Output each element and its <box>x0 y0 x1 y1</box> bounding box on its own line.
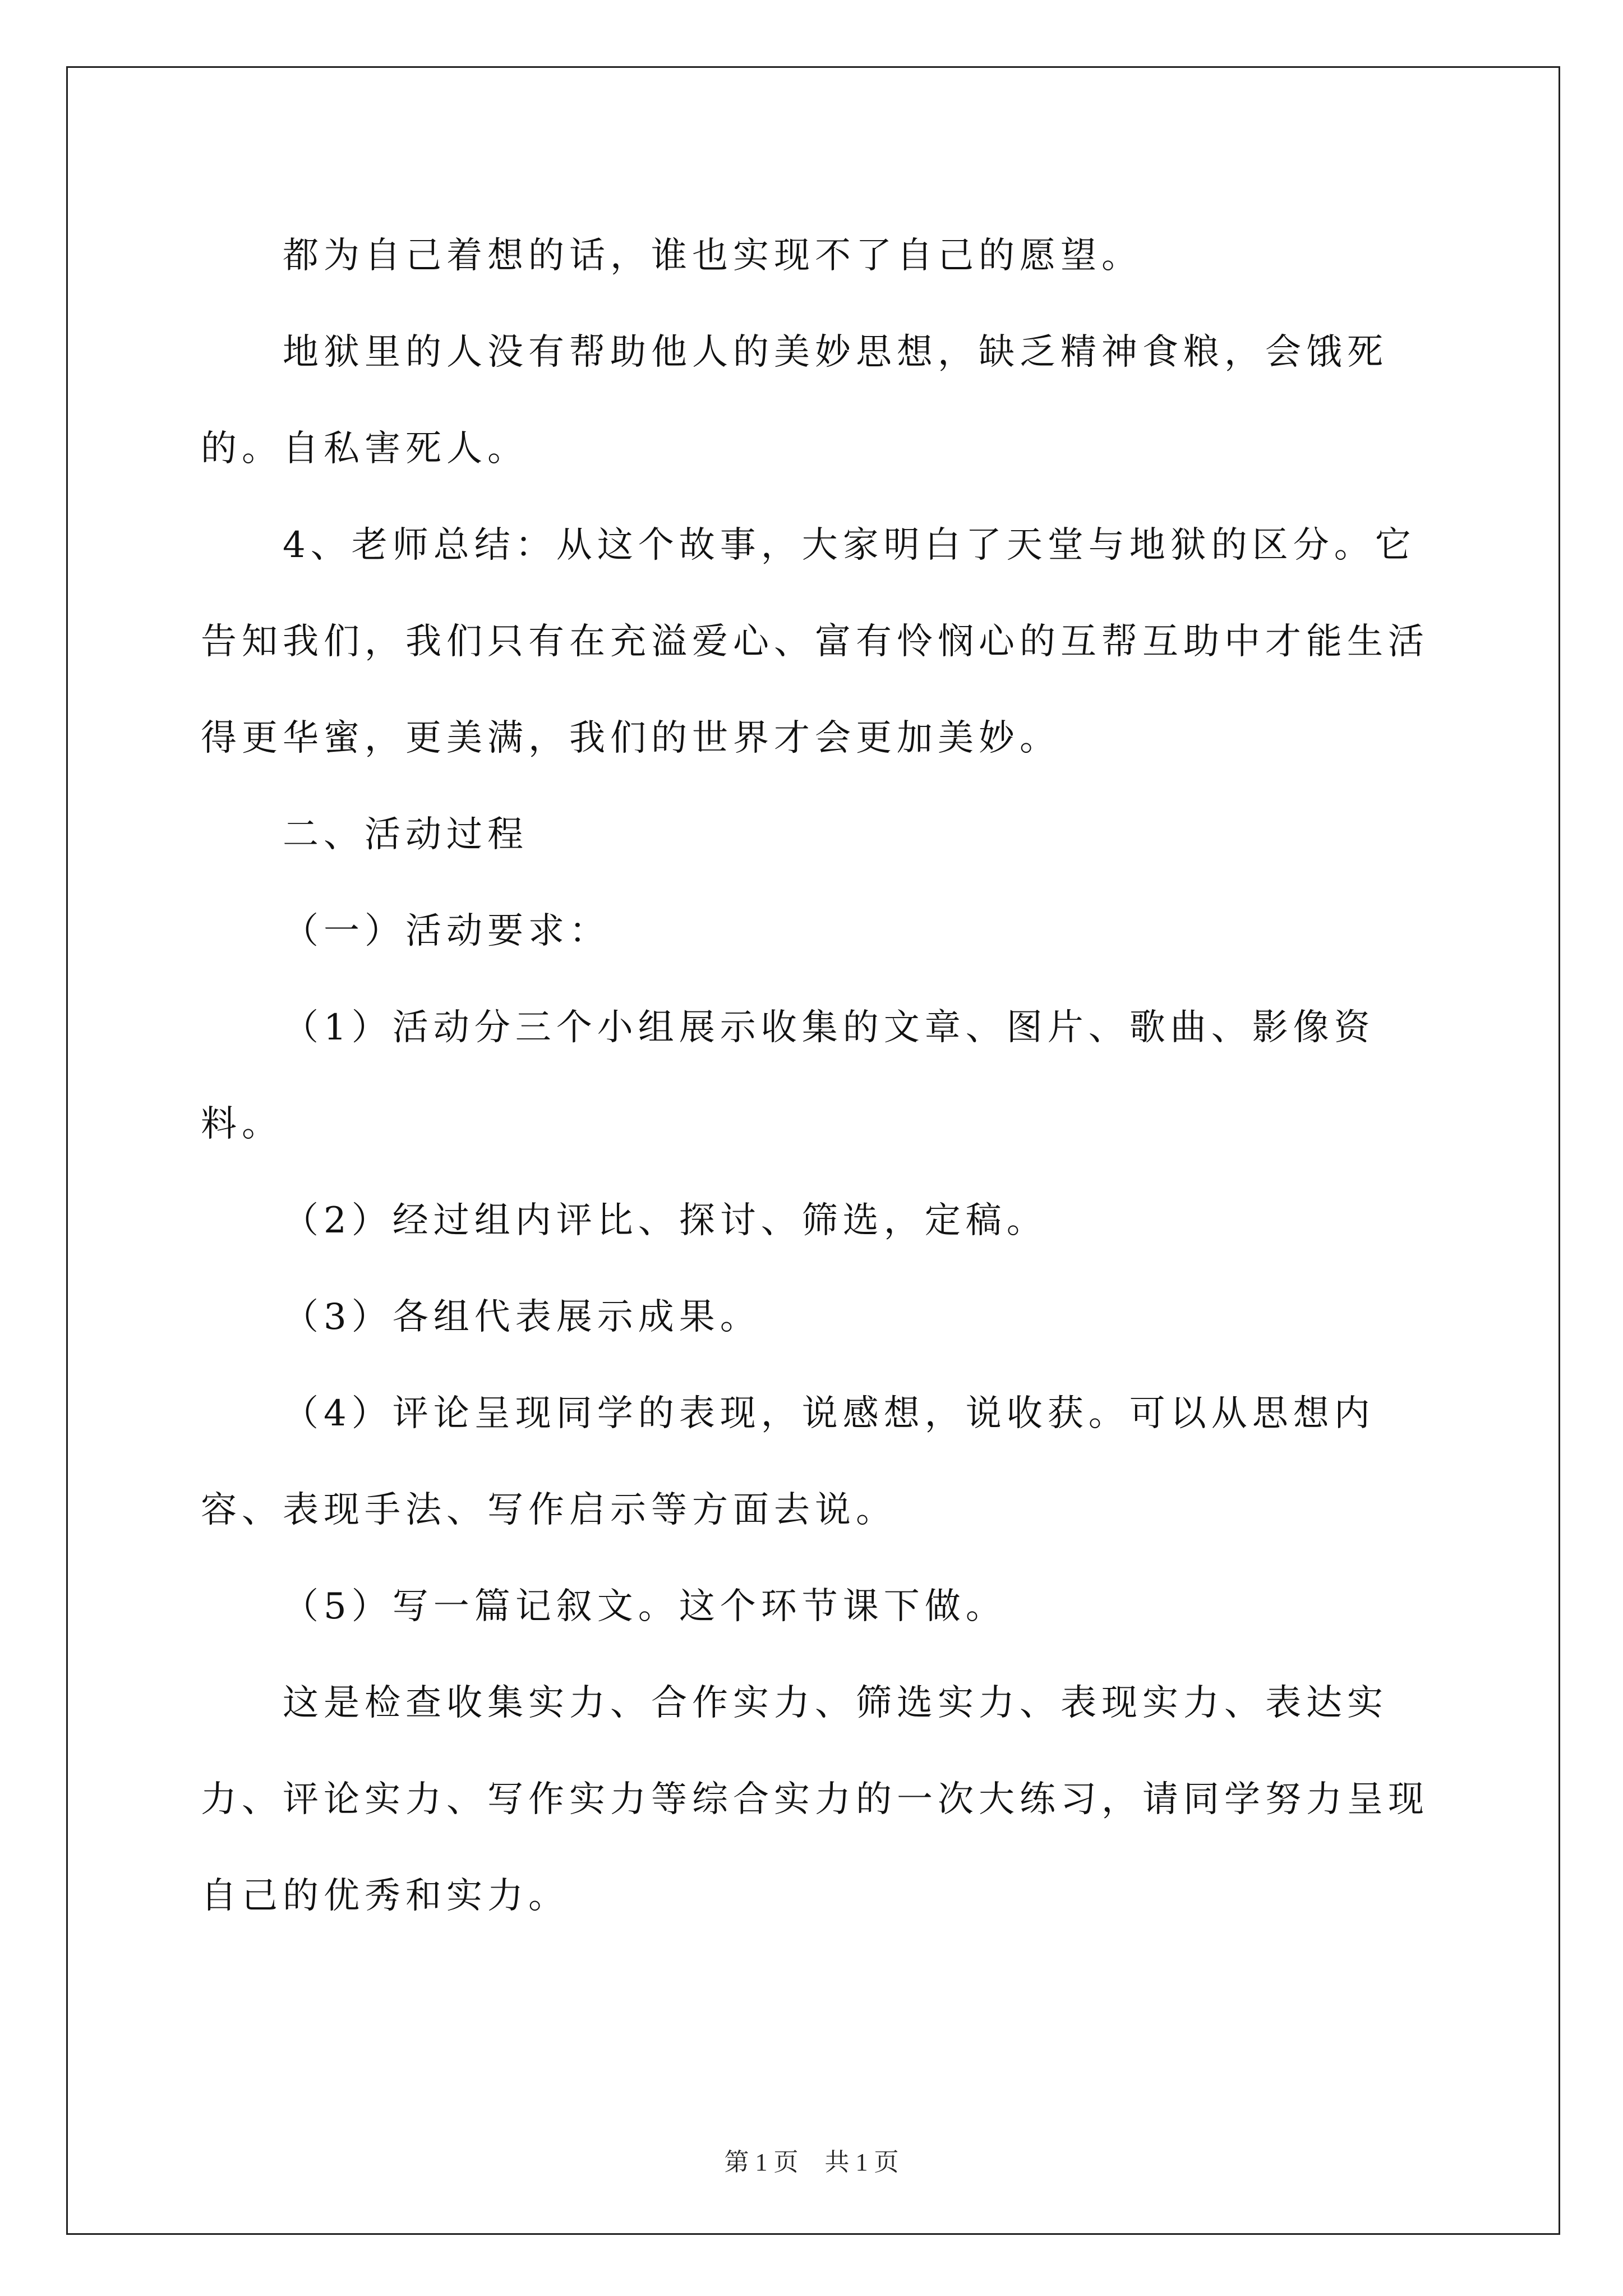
paragraph: 都为自己着想的话，谁也实现不了自己的愿望。 <box>283 235 1142 277</box>
page-number: 第 1 页 <box>724 2148 799 2176</box>
subsection-heading: （一）活动要求： <box>283 910 610 952</box>
paragraph: 地狱里的人没有帮助他人的美妙思想，缺乏精神食粮，会饿死的。自私害死人。 <box>201 332 1388 470</box>
page-total: 共 1 页 <box>824 2148 899 2176</box>
page-footer <box>0 2142 1623 2178</box>
list-item: （3）各组代表展示成果。 <box>283 1296 761 1338</box>
list-item: （5）写一篇记叙文。这个环节课下做。 <box>283 1586 1007 1627</box>
paragraph: 4、老师总结：从这个故事，大家明白了天堂与地狱的区分。它告知我们，我们只有在充溢爱心、富有怜悯心的互帮互助中才能生活得更华蜜，更美满，我们的世界才会更加美妙。 <box>201 524 1429 759</box>
paragraph: 这是检查收集实力、合作实力、筛选实力、表现实力、表达实力、评论实力、写作实力等综合实力的一次大练习，请同学努力呈现自己的优秀和实力。 <box>201 1682 1429 1917</box>
list-item: （1）活动分三个小组展示收集的文章、图片、歌曲、影像资料。 <box>201 1007 1375 1145</box>
section-heading: 二、活动过程 <box>283 814 528 855</box>
list-item: （4）评论呈现同学的表现，说感想，说收获。可以从思想内容、表现手法、写作启示等方面去说。 <box>201 1393 1375 1531</box>
document-body <box>201 208 1429 1944</box>
list-item: （2）经过组内评比、探讨、筛选，定稿。 <box>283 1200 1048 1241</box>
